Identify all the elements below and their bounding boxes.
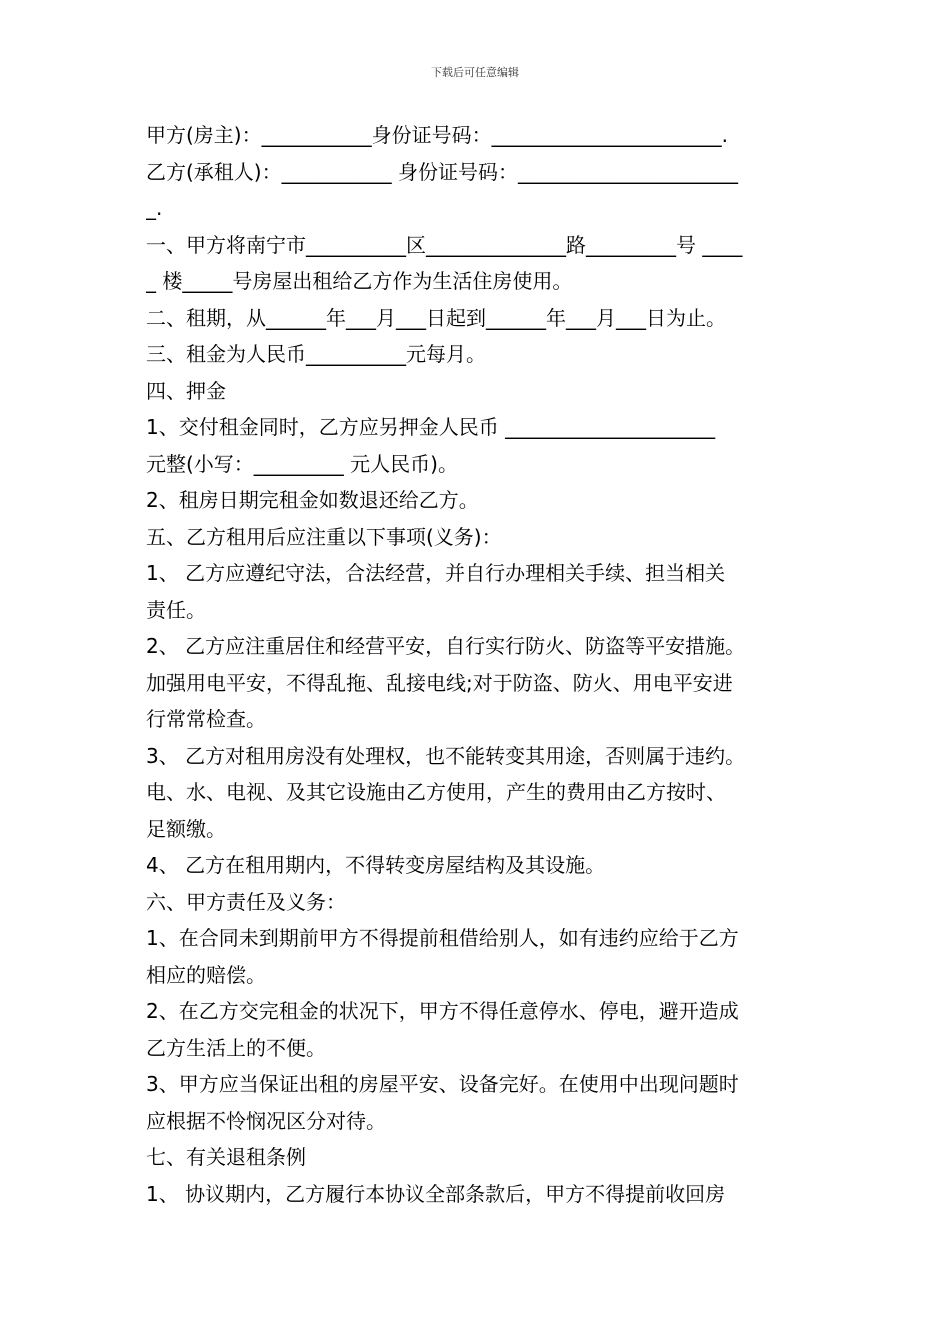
contract-line: _ 楼_____号房屋出租给乙方作为生活住房使用。 (146, 269, 573, 293)
contract-line: 2、 乙方应注重居住和经营平安，自行实行防火、防盗等平安措施。 (146, 634, 746, 658)
contract-line: 六、甲方责任及义务： (146, 889, 346, 914)
contract-line: 应根据不怜悯况区分对待。 (146, 1108, 386, 1133)
contract-line: 二、租期，从______年___月___日起到______年___月___日为止。 (146, 305, 726, 330)
contract-line: 2、在乙方交完租金的状况下，甲方不得任意停水、停电，避开造成 (146, 999, 739, 1023)
contract-line: 乙方(承租人)：___________ 身份证号码：______________________ (146, 159, 738, 184)
contract-line: 4、 乙方在租用期内，不得转变房屋结构及其设施。 (146, 853, 606, 877)
header-note: 下载后可任意编辑 (431, 66, 519, 79)
contract-line: 相应的赔偿。 (146, 962, 266, 987)
contract-line: 1、 协议期内，乙方履行本协议全部条款后，甲方不得提前收回房 (146, 1181, 726, 1206)
contract-line: 四、押金 (146, 378, 226, 403)
contract-line: 加强用电平安，不得乱拖、乱接电线;对于防盗、防火、用电平安进 (146, 670, 733, 695)
contract-line: 元整(小写：_________ 元人民币)。 (146, 451, 458, 476)
contract-line: 1、在合同未到期前甲方不得提前租借给别人，如有违约应给于乙方 (146, 926, 739, 950)
contract-line: 七、有关退租条例 (146, 1145, 306, 1169)
contract-line: 行常常检查。 (146, 707, 266, 731)
contract-line: 足额缴。 (146, 816, 226, 841)
contract-line: 三、租金为人民币__________元每月。 (146, 342, 486, 366)
contract-line: 五、乙方租用后应注重以下事项(义务)： (146, 524, 502, 549)
contract-line: 乙方生活上的不便。 (146, 1035, 326, 1060)
contract-line: 电、水、电视、及其它设施由乙方使用，产生的费用由乙方按时、 (146, 780, 726, 804)
contract-line: 1、交付租金同时，乙方应另押金人民币 _____________________ (146, 415, 716, 439)
contract-line: 一、甲方将南宁市__________区______________路_________号 ____ (146, 232, 743, 257)
contract-line: _. (146, 196, 163, 220)
contract-line: 3、 乙方对租用房没有处理权，也不能转变其用途，否则属于违约。 (146, 743, 746, 768)
contract-line: 甲方(房主)：___________身份证号码：_______________________. (146, 123, 728, 147)
contract-line: 1、 乙方应遵纪守法，合法经营，并自行办理相关手续、担当相关 (146, 561, 726, 585)
contract-line: 责任。 (146, 597, 206, 622)
contract-body (146, 117, 812, 1212)
contract-line: 2、租房日期完租金如数退还给乙方。 (146, 488, 479, 512)
contract-line: 3、甲方应当保证出租的房屋平安、设备完好。在使用中出现问题时 (146, 1072, 739, 1096)
